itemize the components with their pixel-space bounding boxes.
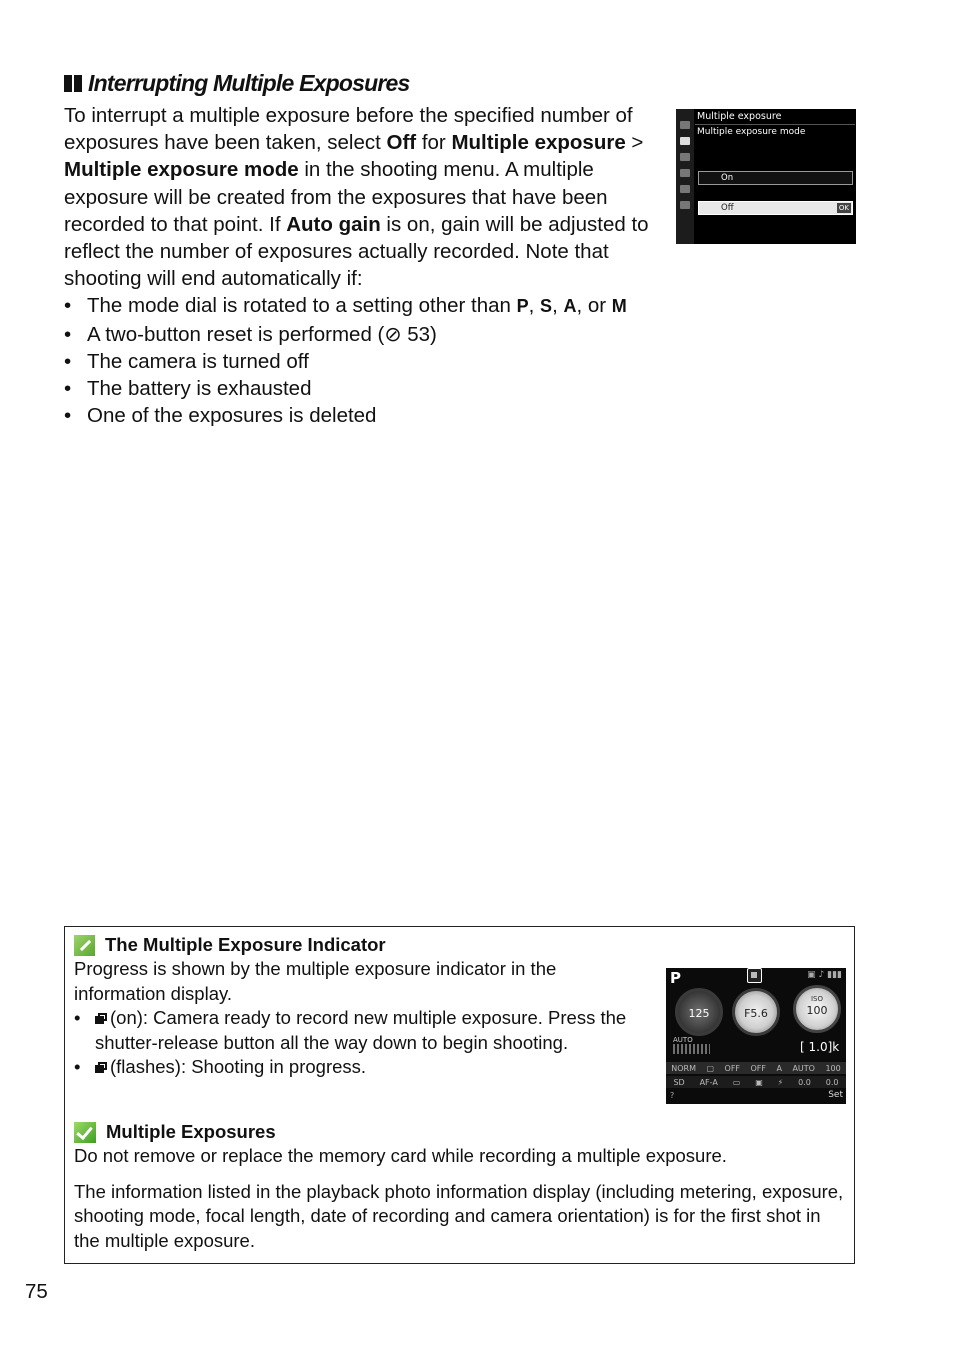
section-heading <box>64 70 410 97</box>
para-bold-off: Off <box>386 131 417 155</box>
indicator-note-title: The Multiple Exposure Indicator <box>105 933 386 955</box>
iso-dial <box>793 985 841 1033</box>
status-icons: ▣ ♪ ▮▮▮ <box>807 970 842 980</box>
menu-screenshot <box>676 109 856 244</box>
playback-menu-icon <box>680 121 690 129</box>
list-text: The mode dial is rotated to a setting other than <box>87 294 517 318</box>
indicator-note <box>74 933 649 1080</box>
para-text: in the shooting menu. A multiple exposure will be created from the exposures that have been recorded to that point. If <box>64 158 608 236</box>
wrench-menu-icon <box>680 169 690 177</box>
aperture-value: F5.6 <box>744 1007 768 1020</box>
intro-paragraph <box>64 102 664 292</box>
settings-row-2 <box>666 1078 846 1087</box>
multiple-exposures-note <box>74 1120 849 1253</box>
menu-sidebar <box>676 109 694 244</box>
check-note-icon <box>74 1122 96 1143</box>
auto-label: AUTO <box>673 1036 693 1044</box>
mode-m: M <box>611 296 627 317</box>
iso-value: 100 <box>806 1004 828 1017</box>
setting-cell: SD <box>673 1078 685 1087</box>
camera-menu-icon <box>680 137 690 145</box>
indicator-note-heading <box>74 933 649 957</box>
para-text: To interrupt a multiple exposure before the specified number of exposures have been taken, select <box>64 104 633 155</box>
shutter-dial <box>675 988 723 1036</box>
list-item: • One of the exposures is deleted <box>64 402 664 429</box>
multiple-exposure-indicator-icon <box>747 968 762 983</box>
option-label: Off <box>721 203 734 213</box>
setting-cell: ▣ <box>755 1078 763 1087</box>
setting-cell: AUTO <box>792 1064 815 1073</box>
setting-cell: NORM <box>671 1064 696 1073</box>
para-text: for <box>416 131 452 155</box>
menu-title: Multiple exposure <box>697 111 782 122</box>
list-item <box>74 1055 649 1080</box>
aperture-dial <box>732 988 780 1036</box>
list-text: , or <box>576 294 612 318</box>
section-marker-icon <box>64 75 82 92</box>
menu-divider <box>695 124 855 125</box>
shooting-mode: P <box>670 969 681 987</box>
menu-option-on[interactable] <box>698 171 853 185</box>
list-item: • The mode dial is rotated to a setting other than P, S, A, or M <box>64 292 664 320</box>
multiple-note-p2: The information listed in the playback photo information display (including metering, exposure, shooting mode, focal length, date of recording and camera orientation) is for the first shot in the multiple exposure. <box>74 1180 844 1251</box>
indicator-list <box>74 1006 649 1080</box>
info-display-screenshot <box>666 968 846 1104</box>
menu-option-off[interactable] <box>698 201 853 215</box>
setting-cell: AF-A <box>699 1078 718 1087</box>
pencil-note-icon <box>74 935 95 956</box>
frames-remaining: [ 1.0]k <box>800 1040 840 1054</box>
section-title: Interrupting Multiple Exposures <box>88 70 410 96</box>
setting-cell: 0.0 <box>798 1078 811 1087</box>
page-number: 75 <box>25 1280 48 1303</box>
para-text: > <box>625 131 644 155</box>
main-text <box>64 102 664 429</box>
menu-subtitle: Multiple exposure mode <box>697 127 806 137</box>
mode-p: P <box>516 296 529 317</box>
multiple-note-heading <box>74 1120 849 1144</box>
settings-row-1 <box>666 1064 846 1073</box>
option-label: On <box>721 173 734 183</box>
para-bold-multiple-exposure: Multiple exposure <box>451 131 626 155</box>
ok-icon: OK <box>838 204 849 212</box>
help-icon: ? <box>670 1091 675 1100</box>
para-text: is on, gain will be adjusted to reflect the number of exposures actually recorded. Note that shooting will end automatically if: <box>64 212 649 291</box>
setting-cell: ▭ <box>732 1078 741 1087</box>
list-item: • The battery is exhausted <box>64 375 664 402</box>
mode-s: S <box>540 296 553 317</box>
setting-cell: 100 <box>825 1064 841 1073</box>
list-item <box>74 1006 649 1055</box>
set-label: Set <box>828 1090 843 1100</box>
retouch-menu-icon <box>680 185 690 193</box>
iso-label: ISO <box>810 995 824 1003</box>
multiple-exposure-icon <box>95 1013 107 1025</box>
end-conditions-list <box>64 292 664 429</box>
multiple-note-title: Multiple Exposures <box>106 1120 276 1142</box>
setting-cell: ⚡ <box>777 1078 784 1087</box>
mode-a: A <box>563 296 577 317</box>
list-item: • A two-button reset is performed (⊘ 53) <box>64 321 664 348</box>
indicator-note-body: Progress is shown by the multiple exposure indicator in the information display. <box>74 958 557 1004</box>
setting-cell: OFF <box>750 1064 766 1073</box>
setting-cell: 0.0 <box>825 1078 839 1087</box>
multiple-note-p1: Do not remove or replace the memory card while recording a multiple exposure. <box>74 1145 727 1166</box>
list-item: • The camera is turned off <box>64 348 664 375</box>
exposure-scale <box>673 1044 710 1054</box>
para-bold-mode: Multiple exposure mode <box>64 158 299 182</box>
setting-cell: A <box>776 1064 782 1073</box>
multiple-exposure-icon <box>95 1062 107 1074</box>
recent-settings-icon <box>680 201 690 209</box>
list-text: (on): Camera ready to record new multiple exposure. Press the shutter-release button all the way down to begin shooting. <box>95 1007 627 1053</box>
setting-cell: ▢ <box>706 1064 715 1073</box>
pencil-menu-icon <box>680 153 690 161</box>
setting-cell: OFF <box>724 1064 741 1073</box>
para-bold-auto-gain: Auto gain <box>286 212 381 236</box>
list-text: (flashes): Shooting in progress. <box>110 1056 367 1077</box>
shutter-value: 125 <box>688 1007 710 1020</box>
